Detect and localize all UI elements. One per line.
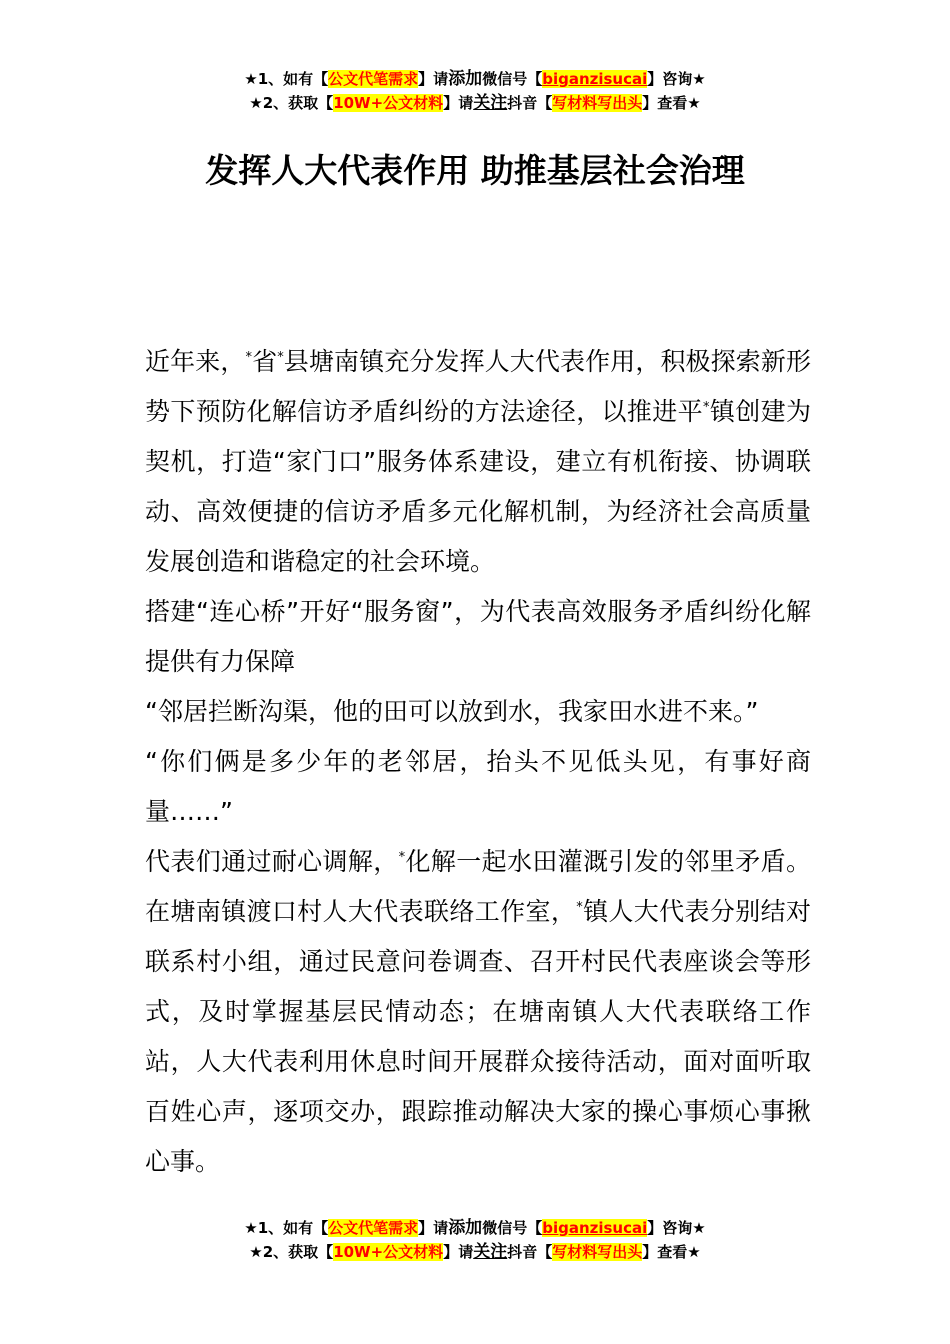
document-body bbox=[145, 337, 811, 1187]
highlight-materials: 10W+公文材料 bbox=[333, 94, 444, 112]
text-run: 镇创建为契机，打造“家门口”服务体系建设，建立有机衔接、协调联动、高效便捷的信访矛盾多元化解机制，为经济社会高质量发展创造和谐稳定的社会环境。 bbox=[145, 397, 811, 576]
highlight-douyin-account: 写材料写出头 bbox=[552, 1243, 643, 1261]
paragraph-subheading: 搭建“连心桥”开好“服务窗”，为代表高效服务矛盾纠纷化解提供有力保障 bbox=[145, 597, 811, 676]
paragraph-intro bbox=[145, 337, 811, 587]
paragraph-quote-2: “你们俩是多少年的老邻居，抬头不见低头见，有事好商量……” bbox=[145, 747, 811, 826]
banner-text: ★1、如有【 bbox=[244, 1219, 329, 1237]
banner-text: 】查看★ bbox=[642, 94, 701, 112]
banner-emphasis: 添加 bbox=[448, 69, 483, 89]
asterisk-mark: * bbox=[398, 850, 406, 865]
asterisk-mark: * bbox=[245, 350, 252, 365]
header-banner bbox=[0, 67, 950, 115]
asterisk-mark: * bbox=[703, 400, 710, 415]
text-run: 近年来， bbox=[145, 347, 246, 376]
banner-text: 抖音【 bbox=[507, 1243, 553, 1261]
paragraph-quote-1: “邻居拦断沟渠，他的田可以放到水，我家田水进不来。” bbox=[145, 697, 759, 726]
banner-emphasis: 关注 bbox=[473, 1242, 508, 1262]
document-title: 发挥人大代表作用 助推基层社会治理 bbox=[205, 151, 745, 190]
banner-line-2 bbox=[0, 91, 950, 115]
banner-line-2 bbox=[0, 1240, 950, 1264]
text-run: 县塘南镇充分发挥人大代表作用，积极探索新形势下预防化解信访矛盾纠纷的方法途径，以推进平 bbox=[145, 347, 811, 426]
banner-text: 】查看★ bbox=[642, 1243, 701, 1261]
paragraph-mediation bbox=[145, 837, 811, 1187]
text-run: 镇人大代表分别结对联系村小组，通过民意问卷调查、召开村民代表座谈会等形式，及时掌握基层民情动态；在塘南镇人大代表联络工作站，人大代表利用休息时间开展群众接待活动，面对面听取百姓心声，逐项交办，跟踪推动解决大家的操心事烦心事揪心事。 bbox=[145, 897, 811, 1176]
banner-line-1 bbox=[0, 67, 950, 91]
banner-text: 】请 bbox=[443, 94, 474, 112]
highlight-materials: 10W+公文材料 bbox=[333, 1243, 444, 1261]
highlight-wechat-id: biganzisucai bbox=[542, 70, 648, 88]
text-run: 化解一起水田灌溉引发的邻里矛盾。在塘南镇渡口村人大代表联络工作室， bbox=[145, 847, 811, 926]
banner-text: 】请 bbox=[418, 70, 449, 88]
footer-banner bbox=[0, 1216, 950, 1264]
highlight-douyin-account: 写材料写出头 bbox=[552, 94, 643, 112]
highlight-wechat-id: biganzisucai bbox=[542, 1219, 648, 1237]
banner-text: ★2、获取【 bbox=[249, 94, 334, 112]
asterisk-mark: * bbox=[576, 900, 583, 915]
banner-text: 】请 bbox=[443, 1243, 474, 1261]
banner-text: ★2、获取【 bbox=[249, 1243, 334, 1261]
asterisk-mark: * bbox=[277, 350, 284, 365]
highlight-service: 公文代笔需求 bbox=[328, 70, 419, 88]
banner-text: ★1、如有【 bbox=[244, 70, 329, 88]
text-run: 省 bbox=[251, 347, 278, 376]
banner-line-1 bbox=[0, 1216, 950, 1240]
banner-text: 微信号【 bbox=[482, 1219, 543, 1237]
banner-text: 】咨询★ bbox=[647, 70, 706, 88]
highlight-service: 公文代笔需求 bbox=[328, 1219, 419, 1237]
banner-text: 】咨询★ bbox=[647, 1219, 706, 1237]
banner-text: 抖音【 bbox=[507, 94, 553, 112]
banner-emphasis: 添加 bbox=[448, 1218, 483, 1238]
text-run: 代表们通过耐心调解， bbox=[145, 847, 399, 876]
banner-text: 】请 bbox=[418, 1219, 449, 1237]
banner-emphasis: 关注 bbox=[473, 93, 508, 113]
banner-text: 微信号【 bbox=[482, 70, 543, 88]
